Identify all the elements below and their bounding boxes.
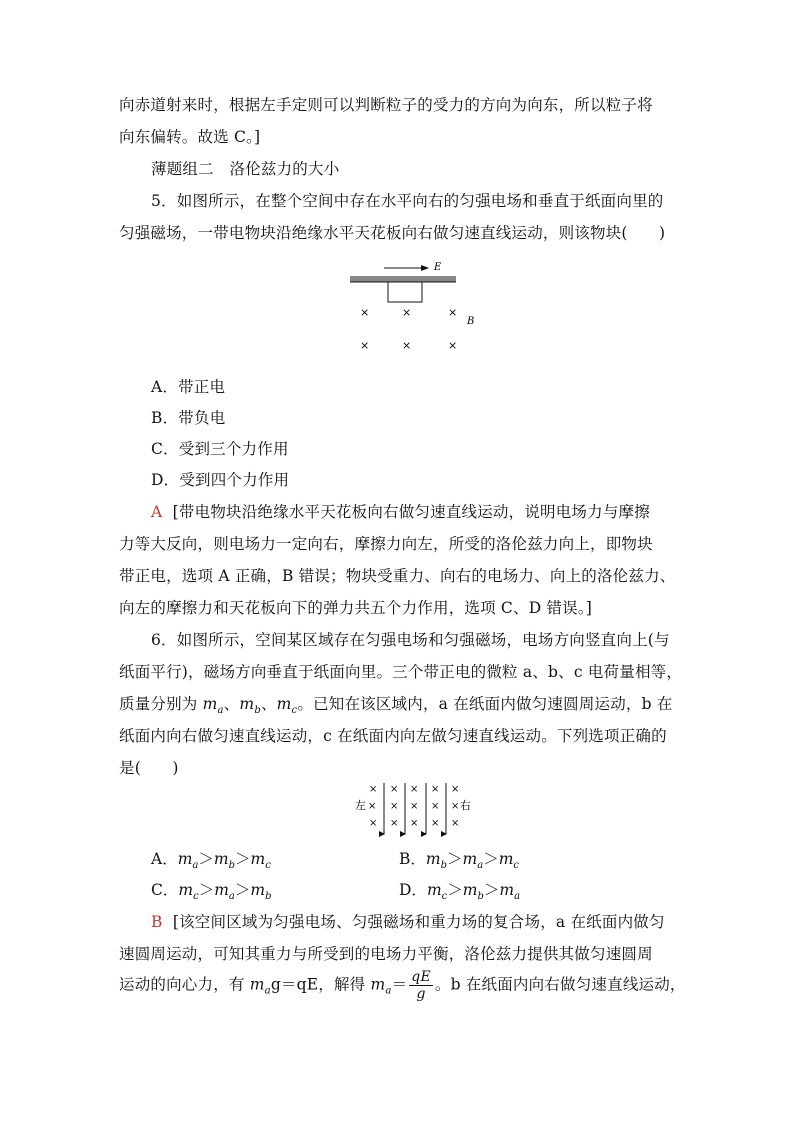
cross-mark: × — [431, 784, 440, 795]
answer-letter: B — [151, 913, 163, 931]
cross-mark: × — [369, 784, 378, 795]
answer-letter: A — [151, 503, 163, 521]
cross-mark: × — [390, 784, 399, 795]
option-c: C．受到三个力作用 — [151, 440, 289, 458]
figure-ceiling-block — [340, 256, 490, 356]
question-6-text: 纸面内向右做匀速直线运动，c 在纸面内向左做匀速直线运动。下列选项正确的 — [119, 727, 667, 745]
question-6-text: 6．如图所示，空间某区域存在匀强电场和匀强磁场，电场方向竖直向上(与 — [151, 631, 670, 649]
answer-6-line: 速圆周运动，可知其重力与所受到的电场力平衡，洛伦兹力提供其做匀速圆周 — [119, 945, 653, 963]
charged-block — [388, 282, 422, 302]
question-5-text: 匀强磁场，一带电物块沿绝缘水平天花板向右做匀速直线运动，则该物块( ) — [119, 224, 666, 242]
option-b: B．$m_b>m_a>m_c$ — [399, 850, 520, 872]
cross-mark: × — [402, 339, 412, 352]
cross-mark: × — [369, 818, 378, 829]
figure-field-region — [352, 778, 482, 838]
answer-5-line: 带正电，选项 A 正确，B 错误；物块受重力、向右的电场力、向上的洛伦兹力、 — [119, 567, 676, 585]
option-b: B．带负电 — [151, 409, 226, 427]
question-6-text: 质量分别为 $m_a$、$m_b$、$m_c$。已知在该区域内，a 在纸面内做匀速圆周运动，b 在 — [119, 695, 673, 717]
question-5-text: 5．如图所示，在整个空间中存在水平向右的匀强电场和垂直于纸面向里的 — [151, 192, 664, 210]
cross-mark: × — [451, 801, 460, 812]
cross-mark: × — [368, 801, 377, 812]
option-d: D．$m_c>m_b>m_a$ — [399, 881, 521, 903]
cross-mark: × — [360, 339, 370, 352]
cross-mark: × — [390, 801, 399, 812]
option-a: A．$m_a>m_b>m_c$ — [151, 850, 271, 872]
cross-mark: × — [451, 818, 460, 829]
cross-mark: × — [448, 339, 458, 352]
left-label: 左 — [355, 799, 366, 812]
cross-mark: × — [402, 306, 412, 319]
answer-6-line: B [该空间区域为匀强电场、匀强磁场和重力场的复合场，a 在纸面内做匀 — [151, 913, 665, 931]
question-6-text: 纸面平行)，磁场方向垂直于纸面向里。三个带正电的微粒 a、b、c 电荷量相等， — [119, 663, 683, 681]
question-6-text: 是( ) — [119, 759, 179, 777]
answer-6-line: 运动的向心力，有 $m_ag=qE$，解得 $m_a=$ $\frac{qE}{g}$ 。b 在纸面内向右做匀速直线运动， — [119, 969, 686, 1002]
cross-mark: × — [431, 801, 440, 812]
cross-mark: × — [451, 784, 460, 795]
cross-mark: × — [410, 784, 419, 795]
option-d: D．受到四个力作用 — [151, 471, 290, 489]
right-label: 右 — [460, 799, 471, 812]
fraction: $\frac{qE}{g}$ — [411, 969, 431, 1002]
ceiling-hatch — [350, 276, 456, 282]
section-heading: 薄题组二 洛伦兹力的大小 — [151, 160, 340, 178]
cross-mark: × — [390, 818, 399, 829]
text-line: 向赤道射来时，根据左手定则可以判断粒子的受力的方向为向东，所以粒子将 — [119, 96, 653, 114]
answer-5-line: A [带电物块沿绝缘水平天花板向右做匀速直线运动，说明电场力与摩擦 — [151, 503, 650, 521]
cross-mark: × — [360, 306, 370, 319]
cross-mark: × — [410, 818, 419, 829]
option-a: A．带正电 — [151, 378, 226, 396]
option-c: C．$m_c>m_a>m_b$ — [151, 881, 272, 903]
cross-mark: × — [431, 818, 440, 829]
e-label: E — [434, 262, 442, 273]
text-line: 向东偏转。故选 C。] — [119, 128, 261, 146]
answer-5-line: 力等大反向，则电场力一定向右，摩擦力向左，所受的洛伦兹力向上，即物块 — [119, 535, 653, 553]
cross-mark: × — [410, 801, 419, 812]
cross-mark: × — [448, 306, 458, 319]
b-label: B — [467, 316, 475, 327]
answer-5-line: 向左的摩擦力和天花板向下的弹力共五个力作用，选项 C、D 错误。] — [119, 599, 593, 617]
